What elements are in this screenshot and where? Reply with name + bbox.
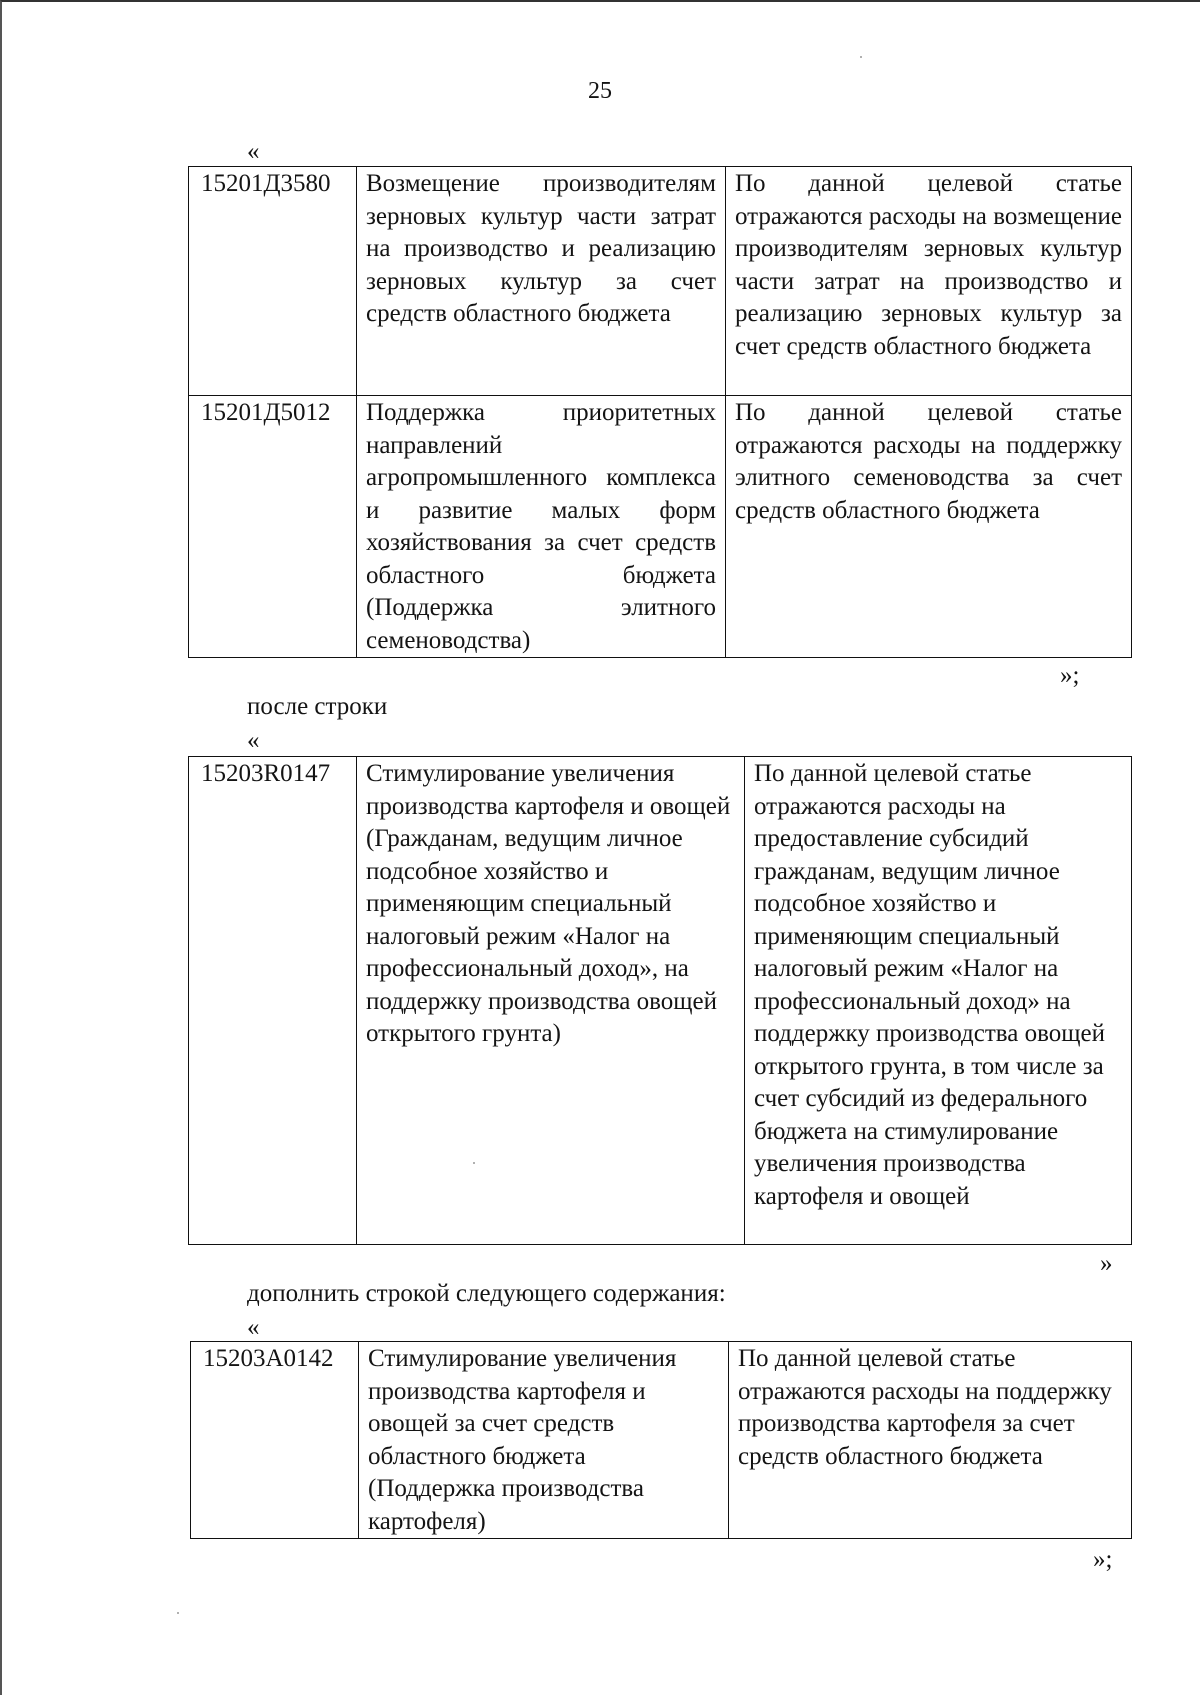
scan-speck (860, 56, 862, 58)
close-quote: » (1100, 1250, 1113, 1277)
open-quote: « (247, 138, 260, 165)
section-caption: после строки (247, 693, 388, 720)
target-article-code: 15203А0142 (191, 1342, 359, 1539)
target-article-code: 15201Д5012 (189, 396, 357, 658)
table-row (191, 1342, 1132, 1539)
table-row (189, 757, 1132, 1245)
target-article-code: 15201Д3580 (189, 167, 357, 396)
open-quote: « (247, 727, 260, 754)
budget-table-3 (190, 1341, 1132, 1539)
close-quote: »; (1093, 1546, 1113, 1573)
target-article-code: 15203R0147 (189, 757, 357, 1245)
target-article-description: По данной целевой статье отражаются расходы на поддержку элитного семеноводства за счет средств областного бюджета (726, 396, 1132, 658)
budget-table-2 (188, 756, 1132, 1245)
page-number: 25 (588, 78, 612, 104)
open-quote: « (247, 1314, 260, 1341)
target-article-name: Стимулирование увеличения производства картофеля и овощей (Гражданам, ведущим личное подсобное хозяйство и применяющим специальный налоговый режим «Налог на профессиональный доход», на поддержку производства овощей открытого грунта) (357, 757, 745, 1245)
scan-speck (177, 1612, 179, 1614)
target-article-name: Поддержка приоритетных направлений агропромышленного комплекса и развитие малых форм хозяйствования за счет средств областного бюджета (Поддержка элитного семеноводства) (357, 396, 726, 658)
target-article-name: Возмещение производителям зерновых культур части затрат на производство и реализацию зерновых культур за счет средств областного бюджета (357, 167, 726, 396)
target-article-description: По данной целевой статье отражаются расходы на поддержку производства картофеля за счет средств областного бюджета (729, 1342, 1132, 1539)
table-row (189, 396, 1132, 658)
target-article-name: Стимулирование увеличения производства картофеля и овощей за счет средств областного бюджета (Поддержка производства картофеля) (359, 1342, 729, 1539)
target-article-description: По данной целевой статье отражаются расходы на предоставление субсидий гражданам, ведущим личное подсобное хозяйство и применяющим специальный налоговый режим «Налог на профессиональный доход» на поддержку производства овощей открытого грунта, в том числе за счет субсидий из федерального бюджета на стимулирование увеличения производства картофеля и овощей (745, 757, 1132, 1245)
section-caption: дополнить строкой следующего содержания: (247, 1280, 726, 1307)
scan-speck (473, 1162, 475, 1164)
table-row (189, 167, 1132, 396)
budget-table-1 (188, 166, 1132, 658)
target-article-description: По данной целевой статье отражаются расходы на возмещение производителям зерновых культур части затрат на производство и реализацию зерновых культур за счет средств областного бюджета (726, 167, 1132, 396)
close-quote: »; (1060, 662, 1080, 689)
